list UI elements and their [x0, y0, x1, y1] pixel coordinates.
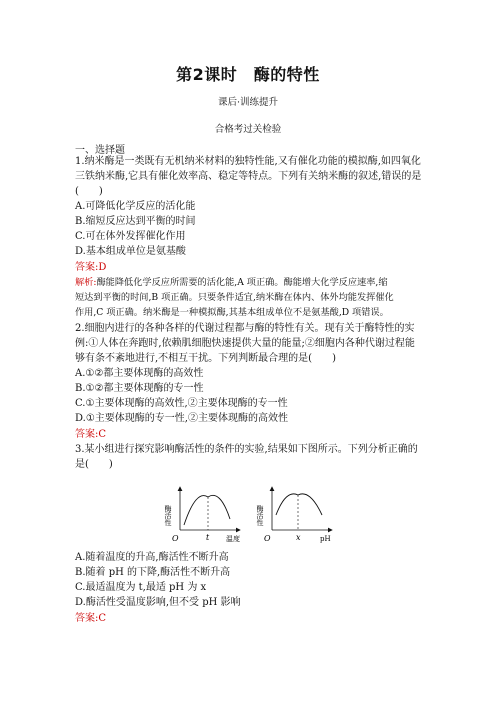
q2-stem-line: 够有条不紊地进行,不相互干扰。下列判断最合理的是( ) — [75, 353, 336, 364]
optimum-label: x — [296, 533, 301, 542]
origin-label: O — [172, 534, 179, 543]
q1-option-b: B.缩短反应达到平衡的时间 — [75, 216, 196, 227]
explanation-label: 解析: — [75, 277, 97, 288]
q1-stem-line: ( ) — [75, 186, 103, 197]
q1-option-c: C.可在体外发挥催化作用 — [75, 231, 186, 242]
origin-label: O — [264, 534, 271, 543]
activity-curve — [276, 494, 322, 515]
activity-curve — [184, 495, 230, 525]
x-axis-label: pH — [320, 535, 331, 543]
section-heading: 合格考过关检验 — [214, 124, 282, 135]
page-subtitle: 课后·训练提升 — [217, 97, 279, 108]
q2-stem-line: 2.细胞内进行的各种各样的代谢过程都与酶的特性有关。现有关于酶特性的实 — [75, 323, 415, 334]
q1-stem-line: 1.纳米酶是一类既有无机纳米材料的独特性能,又有催化功能的模拟酶,如四氧化 — [75, 156, 421, 167]
x-axis-label: 温度 — [226, 535, 240, 543]
q3-answer: 答案:C — [75, 613, 107, 624]
temperature-graph — [164, 487, 240, 543]
q1-explanation-line — [75, 276, 388, 290]
y-axis-label: 酶活性 — [256, 505, 264, 526]
question-type-heading: 一、选择题 — [75, 145, 125, 156]
q1-explanation-line: 作用,C 项正确。纳米酶是一种模拟酶,其基本组成单位不是氨基酸,D 项错误。 — [75, 307, 389, 318]
q3-option-b: B.随着 pH 的下降,酶活性不断升高 — [75, 567, 231, 578]
q1-option-d: D.基本组成单位是氨基酸 — [75, 246, 186, 257]
q3-stem-line: 3.某小组进行探究影响酶活性的条件的实验,结果如下图所示。下列分析正确的 — [75, 444, 418, 455]
q3-option-d: D.酶活性受温度影响,但不受 pH 影响 — [75, 597, 241, 608]
q2-option-c: C.①主要体现酶的高效性,②主要体现酶的专一性 — [75, 398, 288, 409]
q1-answer: 答案:D — [75, 262, 107, 273]
q1-stem-line: 三铁纳米酶,它具有催化效率高、稳定等特点。下列有关纳米酶的叙述,错误的是 — [75, 171, 422, 182]
q3-stem-line: 是( ) — [75, 459, 113, 470]
q2-option-b: B.①②都主要体现酶的专一性 — [75, 383, 204, 394]
q2-option-d: D.①主要体现酶的专一性,②主要体现酶的高效性 — [75, 413, 288, 424]
ph-graph — [256, 487, 332, 543]
q2-option-a: A.①②都主要体现酶的高效性 — [75, 368, 204, 379]
optimum-label: t — [206, 533, 210, 542]
q3-figure — [160, 483, 340, 545]
q3-option-a: A.随着温度的升高,酶活性不断升高 — [75, 552, 229, 563]
q2-answer: 答案:C — [75, 429, 107, 440]
explanation-text: 酶能降低化学反应所需要的活化能,A 项正确。酶能增大化学反应速率,缩 — [96, 277, 388, 288]
q2-stem-line: 例:①人体在奔跑时,依赖肌细胞快速提供大量的能量;②细胞内各种代谢过程能 — [75, 338, 415, 349]
page-title: 第2课时 酶的特性 — [176, 65, 320, 84]
q1-option-a: A.可降低化学反应的活化能 — [75, 201, 196, 212]
q1-explanation-line: 短达到平衡的时间,B 项正确。只要条件适宜,纳米酶在体内、体外均能发挥催化 — [75, 292, 394, 303]
y-axis-label: 酶活性 — [164, 505, 172, 526]
q3-option-c: C.最适温度为 t,最适 pH 为 x — [75, 582, 207, 593]
